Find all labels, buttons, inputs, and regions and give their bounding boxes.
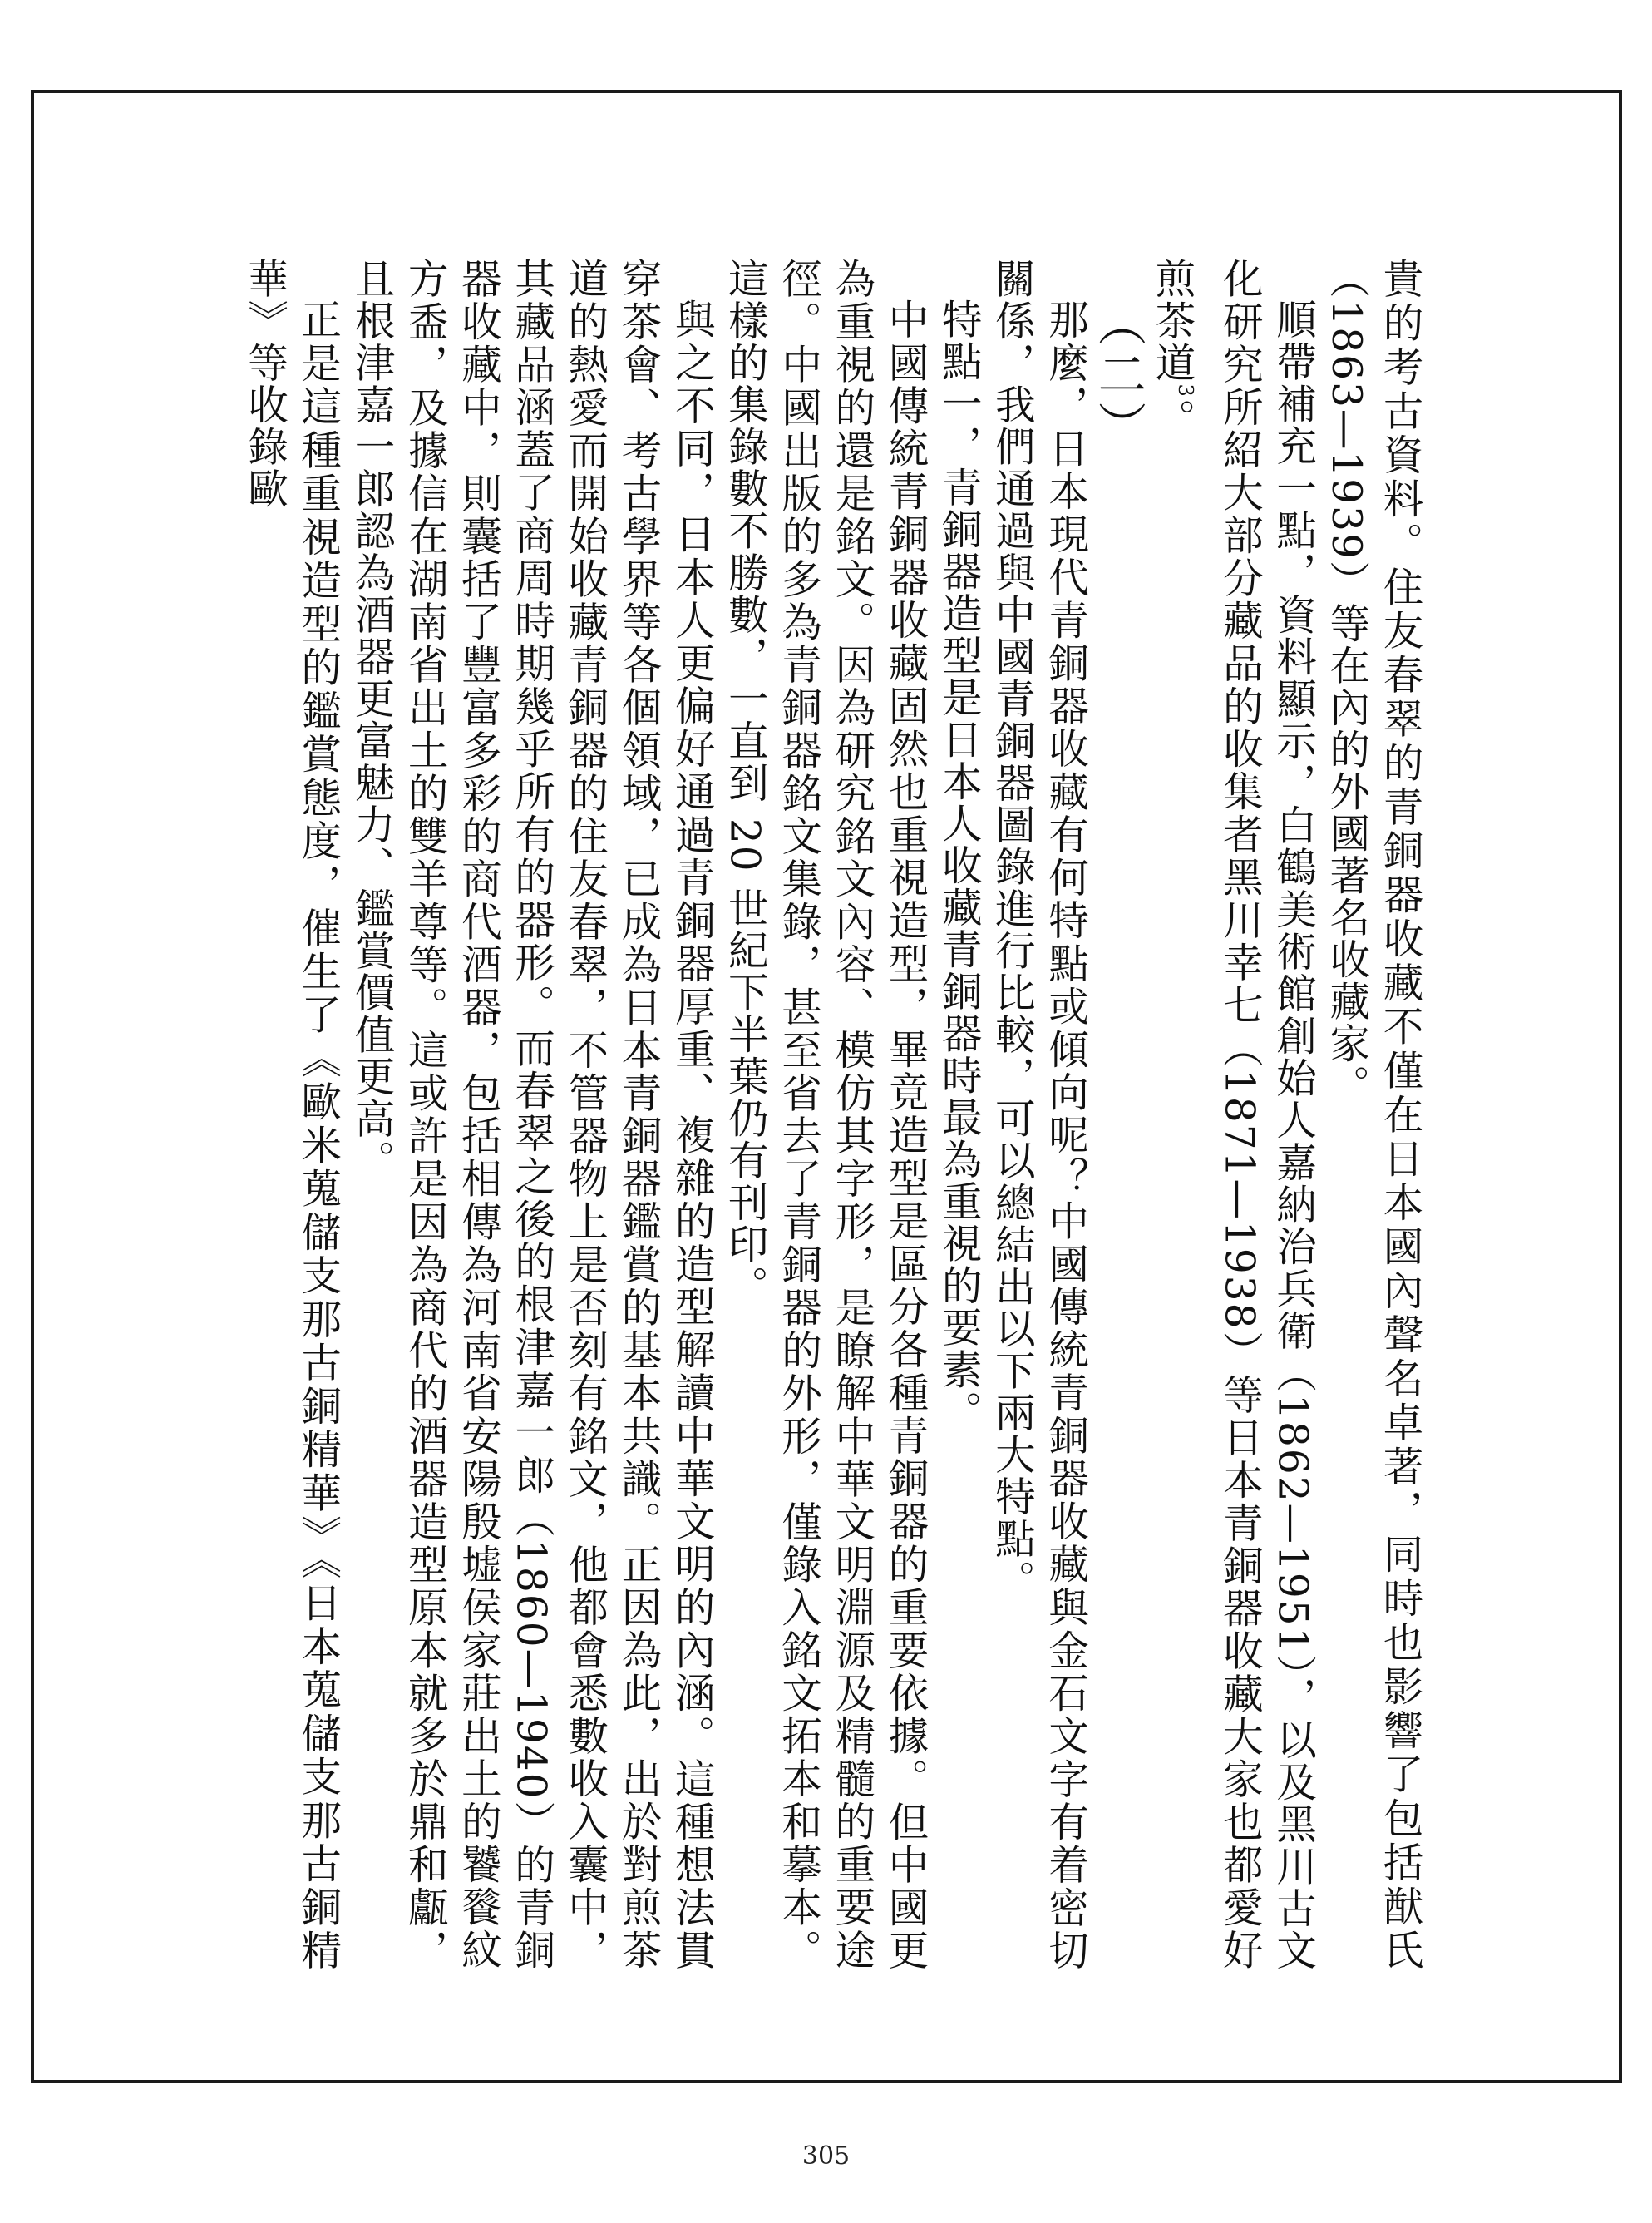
section-heading: （二） — [1089, 298, 1147, 452]
footnote-marker: 3 — [1174, 383, 1198, 398]
paragraph-continuation: 貴的考古資料。住友春翠的青銅器收藏不僅在日本國內聲名卓著，同時也影響了包括猷氏（1863—1939）等在內的外國著名收藏家。 — [1322, 258, 1423, 1971]
paragraph: 順帶補充一點，資料顯示，白鶴美術館創始人嘉納治兵衛（1862—1951），以及黑川古文化研究所紹大部分藏品的收集者黑川幸七（1871—1938）等日本青銅器收藏大家也都愛好煎茶道$^3$。 — [1148, 258, 1316, 1971]
paragraph: 那麼，日本現代青銅器收藏有何特點或傾向呢？中國傳統青銅器收藏與金石文字有着密切關係，我們通過與中國青銅器圖錄進行比較，可以總結出以下兩大特點。 — [988, 258, 1088, 1971]
page-number: 305 — [801, 2141, 851, 2171]
paragraph: 正是這種重視造型的鑑賞態度，催生了《歐米蒐儲支那古銅精華》《日本蒐儲支那古銅精華》等收錄歐 — [240, 258, 341, 1971]
paragraph: 中國傳統青銅器收藏固然也重視造型，畢竟造型是區分各種青銅器的重要依據。但中國更為重視的還是銘文。因為研究銘文內容、模仿其字形，是瞭解中華文明淵源及精髓的重要途徑。中國出版的多為青銅器銘文集錄，甚至省去了青銅器的外形，僅錄入銘文拓本和摹本。這樣的集錄數不勝數，一直到 20 世紀下半葉仍有刊印。 — [721, 258, 929, 1971]
vertical-text-body — [224, 258, 1426, 1971]
paragraph: 特點一，青銅器造型是日本人收藏青銅器時最為重視的要素。 — [934, 298, 982, 1432]
paragraph: 與之不同，日本人更偏好通過青銅器厚重、複雜的造型解讀中華文明的內涵。這種想法貫穿茶會、考古學界等各個領域，已成為日本青銅器鑑賞的基本共識。正因為此，出於對煎茶道的熱愛而開始收藏青銅器的住友春翠，不管器物上是否刻有銘文，他都會悉數收入囊中，其藏品涵蓋了商周時期幾乎所有的器形。而春翠之後的根津嘉一郎（1860—1940）的青銅器收藏中，則囊括了豐富多彩的商代酒器，包括相傳為河南省安陽殷墟侯家莊出土的饕餮紋方盉，及據信在湖南省出土的雙羊尊等。這或許是因為商代的酒器造型原本就多於鼎和甗，且根津嘉一郎認為酒器更富魅力、鑑賞價值更高。 — [347, 258, 715, 1971]
